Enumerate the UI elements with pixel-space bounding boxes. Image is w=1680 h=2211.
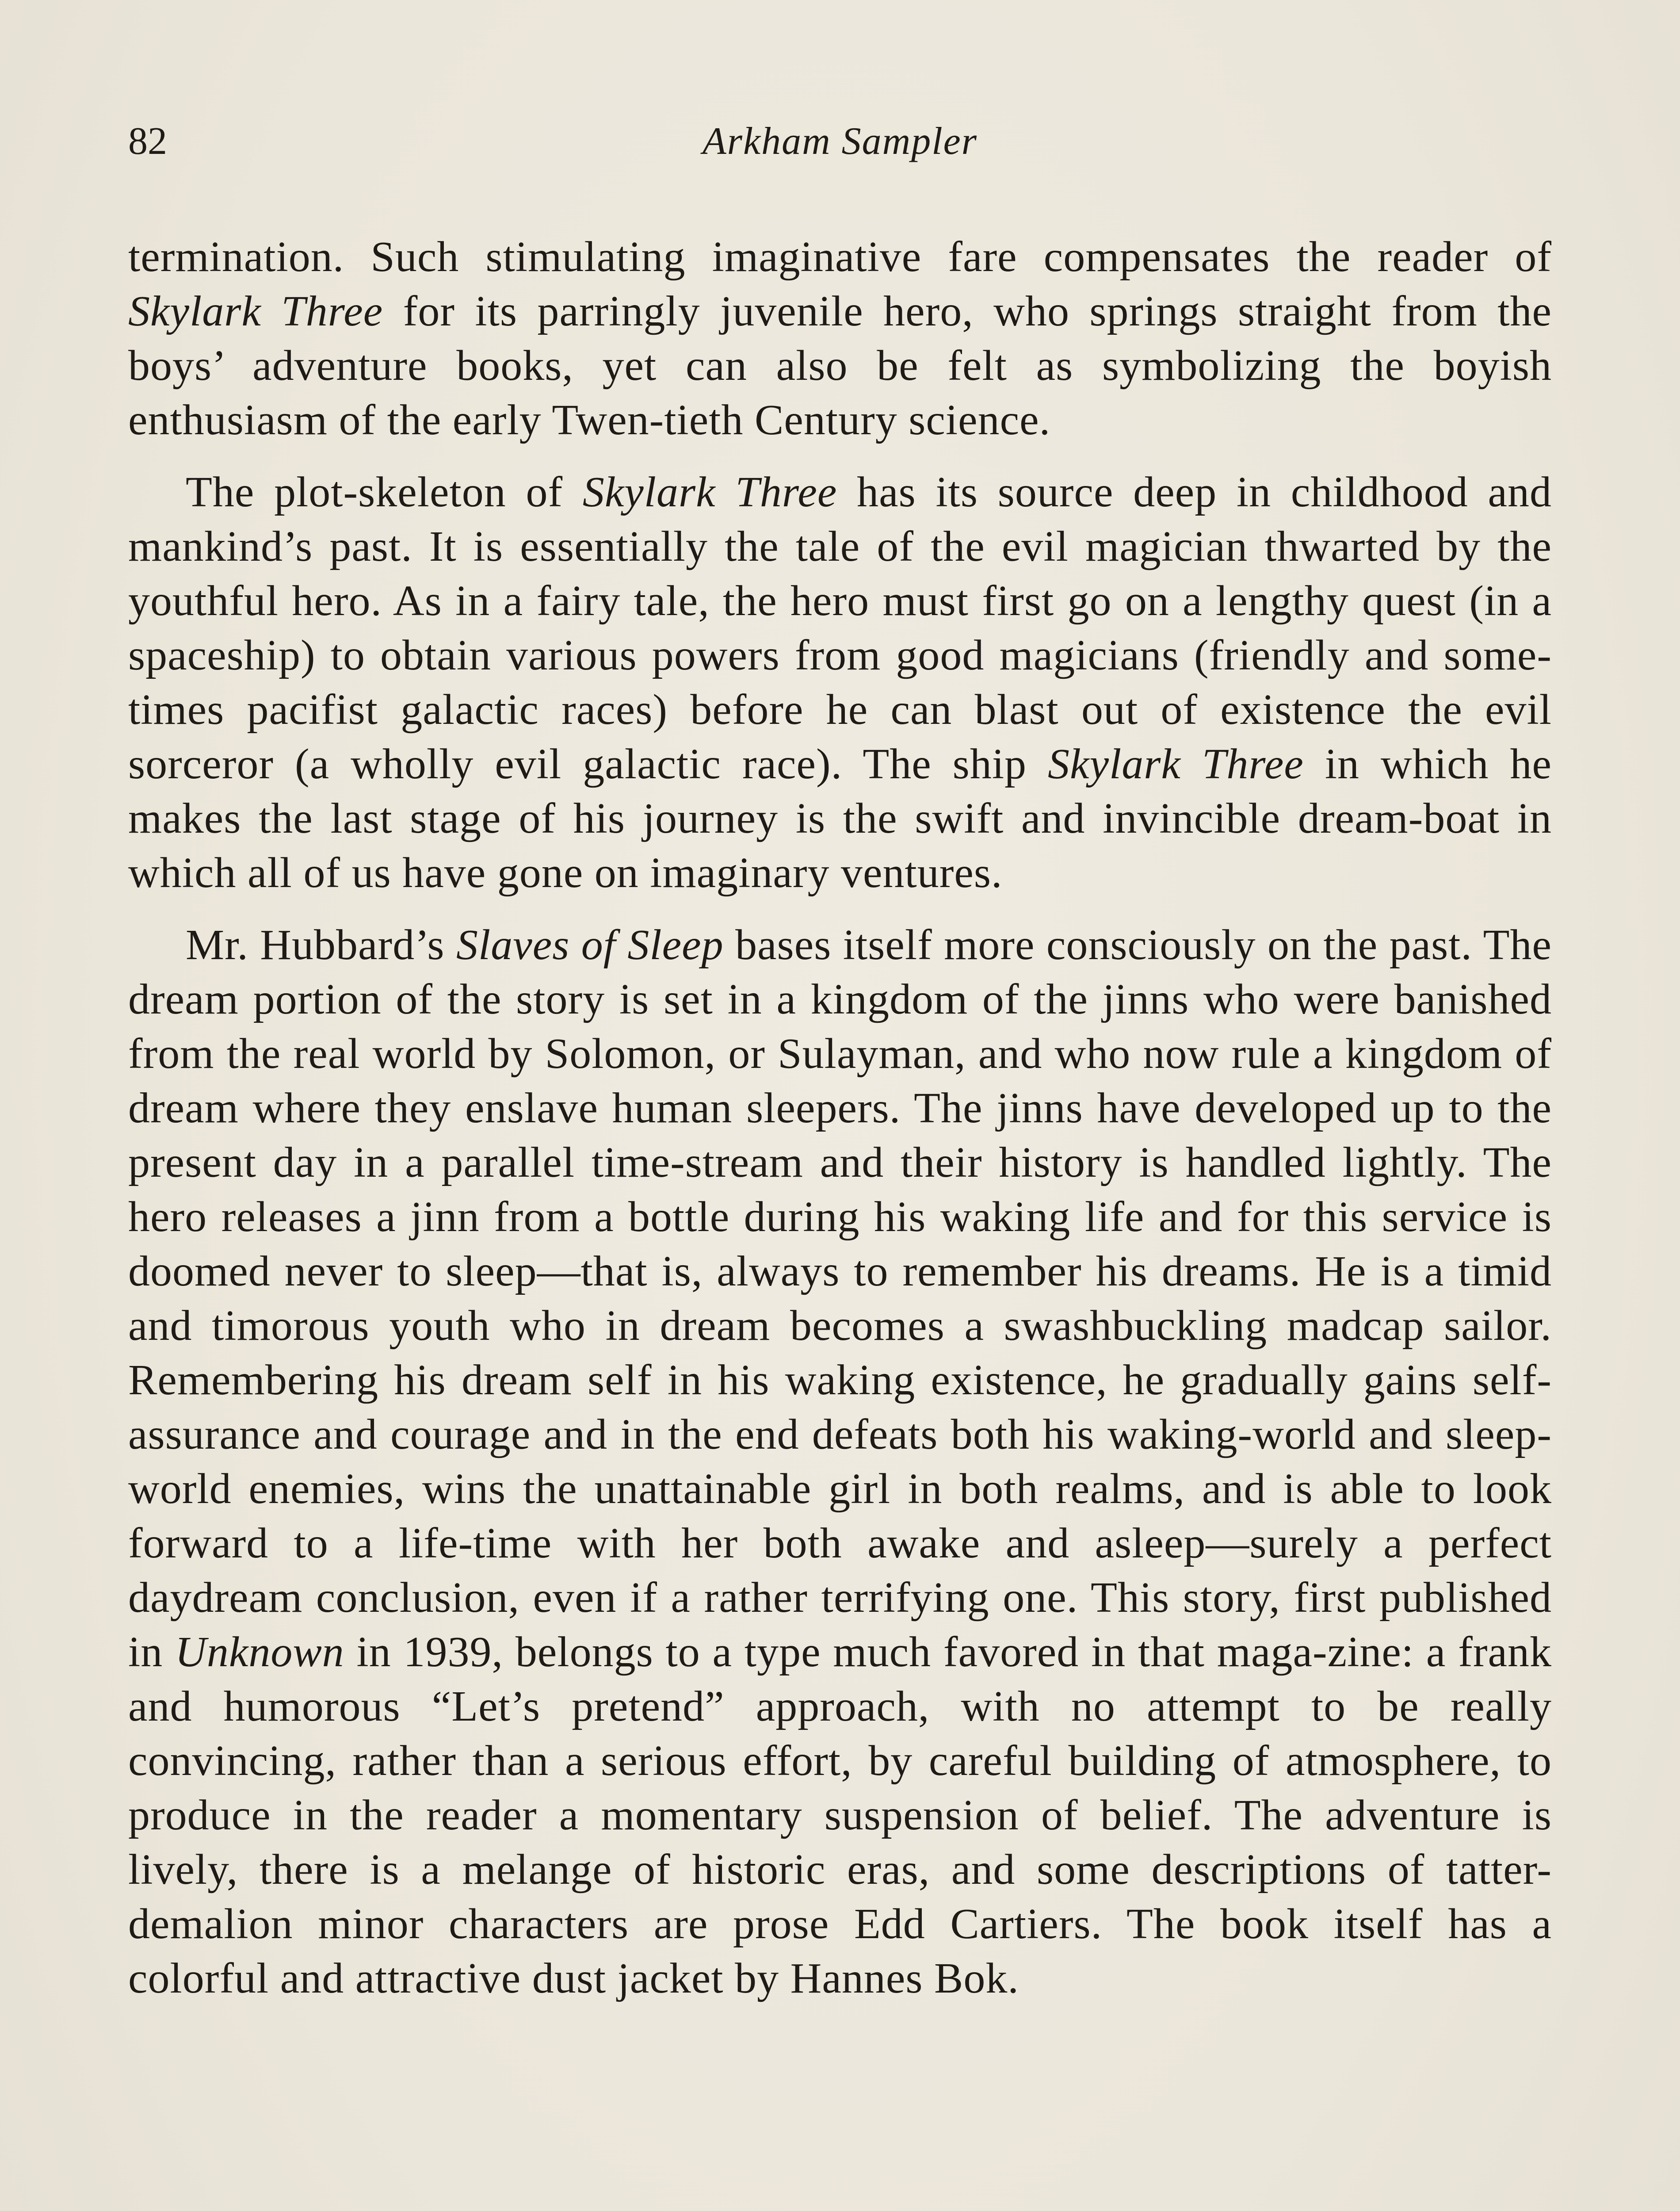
italic-title: Slaves of Sleep (456, 921, 724, 969)
italic-title: Skylark Three (1048, 740, 1304, 788)
paragraph (128, 918, 1552, 2006)
running-title: Arkham Sampler (703, 120, 977, 163)
text-run: has its source deep in childhood and mankind’s past. It is essentially the tale of the evil magician thwarted by the youthful hero. As in a fairy tale, the hero must first go on a lengthy quest (in a spaceship) to obtain various powers from good magicians (friendly and some-times pacifist galactic races) before he can blast out of existence the evil sorceror (a wholly evil galactic race). The ship (128, 468, 1552, 788)
text-run: bases itself more consciously on the past. The dream portion of the story is set in a kingdom of the jinns who were banished from the real world by Solomon, or Sulayman, and who now rule a kingdom of dream where they enslave human sleepers. The jinns have developed up to the present day in a parallel time-stream and their history is handled lightly. The hero releases a jinn from a bottle during his waking life and for this service is doomed never to sleep—that is, always to remember his dreams. He is a timid and timorous youth who in dream becomes a swashbuckling madcap sailor. Remembering his dream self in his waking existence, he gradually gains self-assurance and courage and in the end defeats both his waking-world and sleep-world enemies, wins the unattainable girl in both realms, and is able to look forward to a life-time with her both awake and asleep—surely a perfect daydream conclusion, even if a rather terrifying one. This story, first published in (128, 921, 1552, 1676)
paragraph (128, 230, 1552, 448)
italic-title: Skylark Three (582, 468, 837, 516)
page-number: 82 (128, 120, 167, 163)
paragraph (128, 465, 1552, 900)
text-run: in 1939, belongs to a type much favored in that maga-zine: a frank and humorous “Let’s pretend” approach, with no attempt to be really convincing, rather than a serious effort, by careful building of atmosphere, to produce in the reader a momentary suspension of belief. The adventure is lively, there is a melange of historic eras, and some descriptions of tatter-demalion minor characters are prose Edd Cartiers. The book itself has a colorful and attractive dust jacket by Hannes Bok. (128, 1628, 1552, 2002)
text-run: for its parringly juvenile hero, who springs straight from the boys’ adventure books, yet can also be felt as symbolizing the boyish enthusiasm of the early Twen-tieth Century science. (128, 287, 1552, 444)
text-run: termination. Such stimulating imaginative fare compensates the reader of (128, 233, 1552, 281)
text-run: Mr. Hubbard’s (186, 921, 456, 969)
text-run: in which he makes the last stage of his journey is the swift and invincible dream-boat in which all of us have gone on imaginary ventures. (128, 740, 1552, 897)
italic-title: Unknown (175, 1628, 344, 1676)
text-run: The plot-skeleton of (186, 468, 583, 516)
italic-title: Skylark Three (128, 287, 383, 335)
page-header (128, 117, 1552, 166)
article-body (128, 230, 1552, 2024)
